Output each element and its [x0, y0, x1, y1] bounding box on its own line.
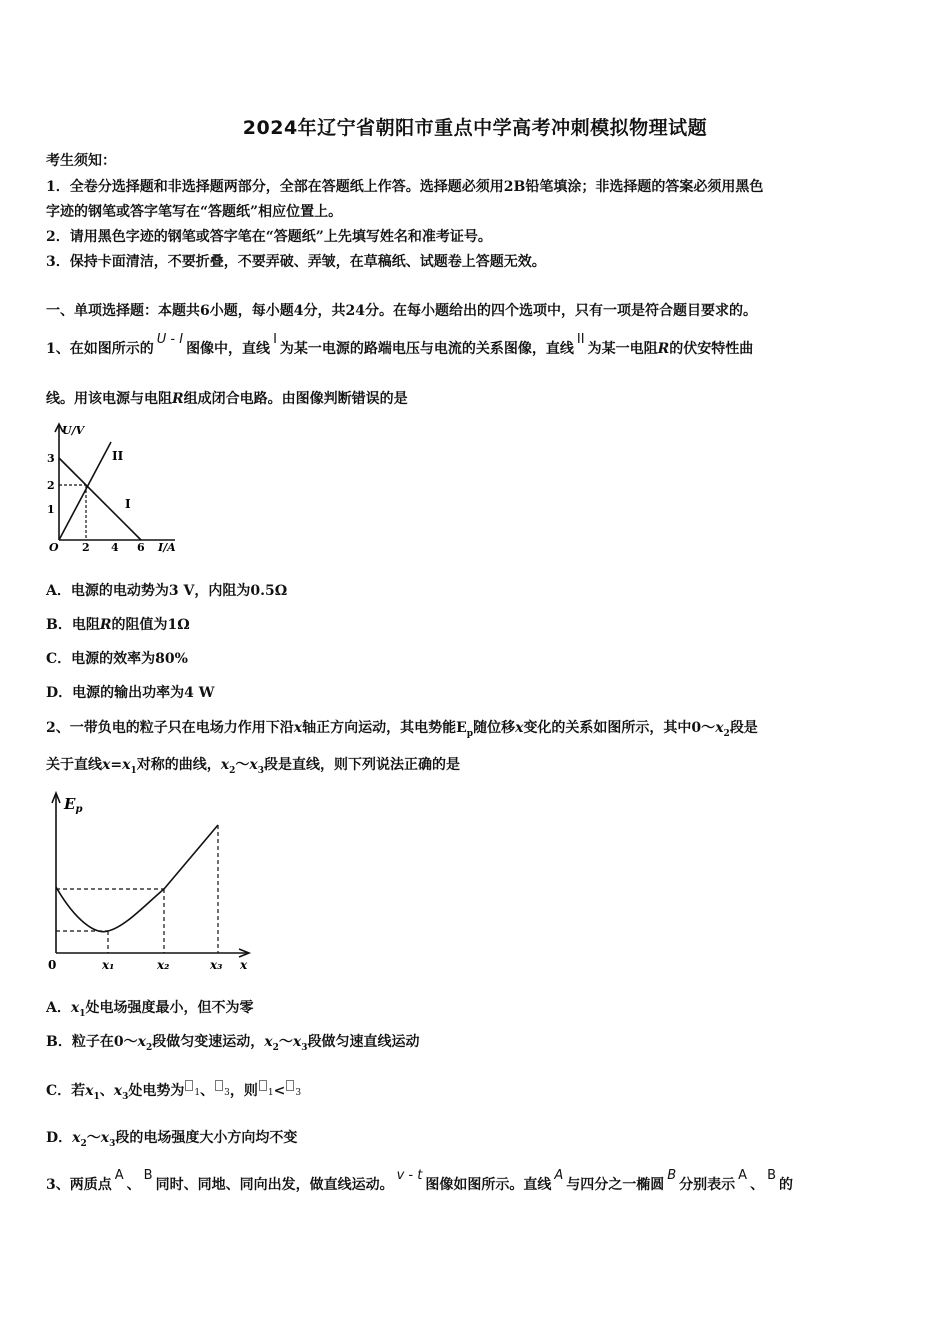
ep-line: [164, 825, 218, 889]
y-tick: 2: [47, 479, 55, 492]
missing-glyph-icon: [259, 1080, 267, 1091]
origin-label: 0: [48, 958, 57, 972]
missing-glyph-icon: [215, 1080, 223, 1091]
q1-stem-line2: 线。用该电源与电阻R组成闭合电路。由图像判断错误的是: [46, 391, 408, 407]
line-II-label: II: [112, 449, 124, 463]
y-axis-label: $E_p$: [64, 795, 83, 815]
notice-item: 3．保持卡面清洁，不要折叠，不要弄破、弄皱，在草稿纸、试题卷上答题无效。: [46, 254, 546, 270]
y-axis-label: U/V: [62, 424, 85, 437]
q2-stem-line2: 关于直线$x=x_1$对称的曲线，$x_2\sim x_3$段是直线，则下列说法正确的是: [46, 757, 460, 776]
q2-option-b: B．粒子在$0\sim x_2$段做匀变速运动，$x_2\sim x_3$段做匀速直线运动: [46, 1034, 420, 1053]
q1-option-c: C．电源的效率为80%: [46, 651, 188, 667]
x-tick: 6: [137, 541, 145, 554]
missing-glyph-icon: [185, 1080, 193, 1091]
line-II: [59, 442, 111, 540]
x-tick: 2: [82, 541, 90, 554]
q2-ep-graph: [40, 785, 260, 975]
x-tick: x₂: [157, 958, 170, 972]
line-I-label: I: [125, 497, 131, 511]
x-tick: 4: [111, 541, 119, 554]
ep-curve: [56, 887, 164, 932]
notice-item: 1．全卷分选择题和非选择题两部分，全部在答题纸上作答。选择题必须用2B铅笔填涂；非选择题的答案必须用黑色: [46, 179, 764, 195]
missing-glyph-icon: [286, 1080, 294, 1091]
x-axis-label: I/A: [158, 541, 176, 554]
x-tick: x₃: [210, 958, 223, 972]
q1-ui-graph: [40, 420, 190, 555]
q2-option-d: D．$x_2\sim x_3$段的电场强度大小方向均不变: [46, 1130, 298, 1149]
q3-stem-line1: 3、两质点A、B同时、同地、同向出发，做直线运动。v - t图像如图所示。直线A与四分之一椭圆B分别表示A、B的: [46, 1168, 793, 1193]
q2-option-a: A．$x_1$处电场强度最小，但不为零: [46, 1000, 254, 1019]
page-title: 2024年辽宁省朝阳市重点中学高考冲刺模拟物理试题: [242, 117, 708, 139]
section-heading: 一、单项选择题：本题共6小题，每小题4分，共24分。在每小题给出的四个选项中，只有一项是符合题目要求的。: [46, 303, 757, 319]
origin-label: O: [49, 541, 59, 554]
q1-option-a: A．电源的电动势为3 V，内阻为0.5Ω: [46, 583, 288, 599]
q1-option-d: D．电源的输出功率为4 W: [46, 685, 215, 701]
notice-item: 2．请用黑色字迹的钢笔或答字笔在“答题纸”上先填写姓名和准考证号。: [46, 229, 492, 245]
q1-stem-line1: 1、在如图所示的U - I图像中，直线I为某一电源的路端电压与电流的关系图像，直线II为某一电阻R的伏安特性曲: [46, 332, 754, 357]
x-tick: x₁: [102, 958, 115, 972]
y-tick: 1: [47, 503, 55, 516]
q2-stem-line1: 2、一带负电的粒子只在电场力作用下沿x轴正方向运动，其电势能$E_p$随位移x变化的关系如图所示，其中$0\sim x_2$段是: [46, 720, 758, 739]
notice-heading: 考生须知：: [46, 153, 116, 169]
q1-option-b: B．电阻R的阻值为1Ω: [46, 617, 190, 633]
notice-item: 字迹的钢笔或答字笔写在“答题纸”相应位置上。: [46, 204, 343, 220]
x-axis-label: x: [240, 958, 248, 972]
q2-option-c: C．若$x_1$、$x_3$处电势为 1、 3，则 1< 3: [46, 1080, 301, 1106]
y-tick: 3: [47, 452, 55, 465]
